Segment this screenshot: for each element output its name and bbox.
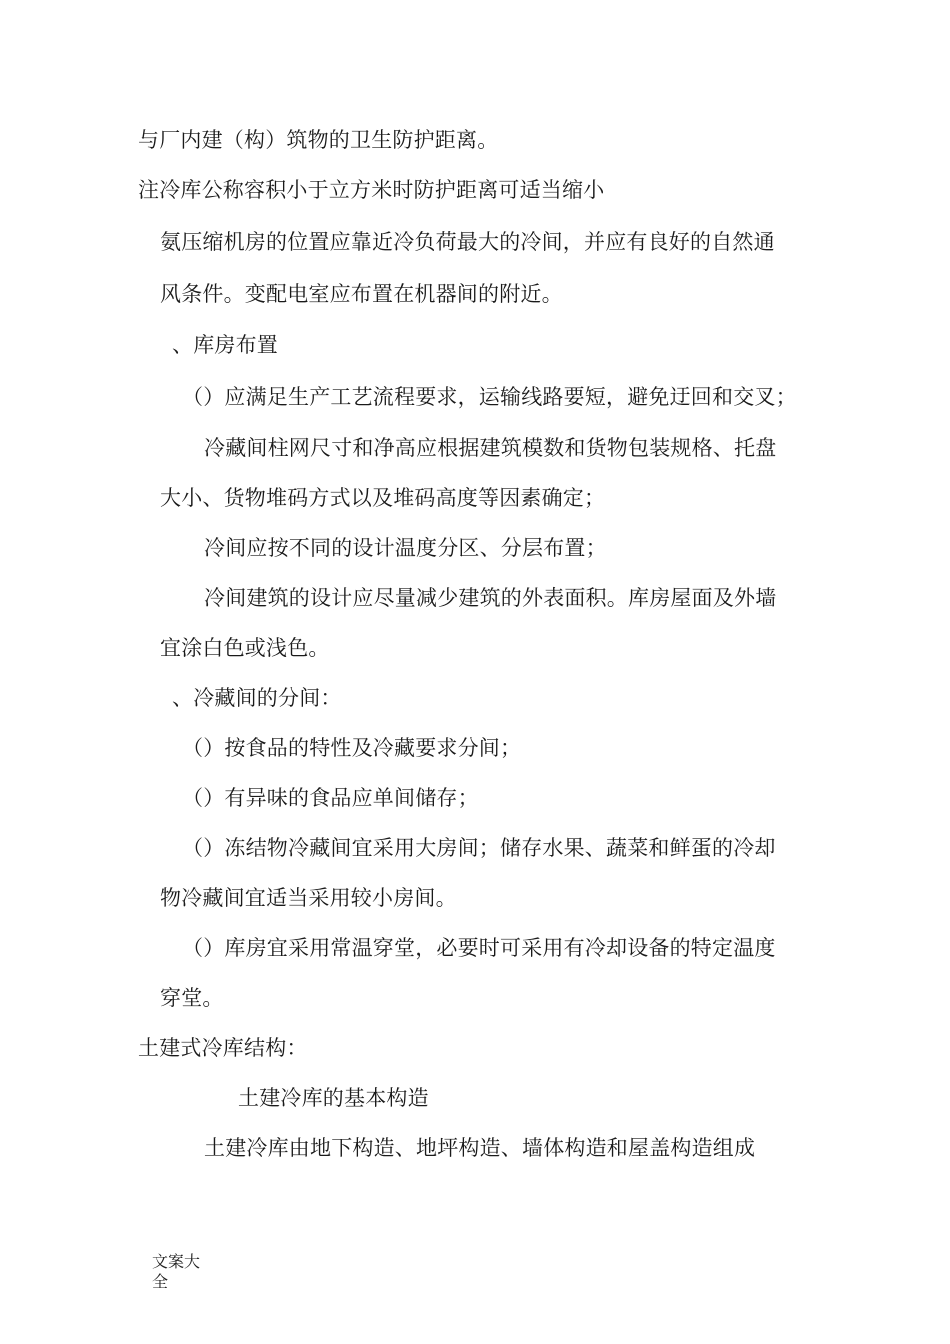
text-line-4: 风条件。变配电室应布置在机器间的附近。	[160, 282, 563, 306]
text-line-1: 与厂内建（构）筑物的卫生防护距离。	[138, 128, 499, 152]
text-line-7: 冷藏间柱网尺寸和净高应根据建筑模数和货物包装规格、托盘	[204, 436, 777, 460]
text-line-9: 冷间应按不同的设计温度分区、分层布置；	[204, 536, 607, 560]
text-line-21: 土建冷库由地下构造、地坪构造、墙体构造和屋盖构造组成	[204, 1136, 756, 1160]
text-line-10: 冷间建筑的设计应尽量减少建筑的外表面积。库房屋面及外墙	[204, 586, 777, 610]
text-line-18: 穿堂。	[160, 986, 224, 1010]
text-line-16: 物冷藏间宜适当采用较小房间。	[160, 886, 457, 910]
section-heading-cold-room-division: 、冷藏间的分间：	[172, 686, 342, 710]
text-line-2: 注冷库公称容积小于立方米时防护距离可适当缩小	[138, 178, 605, 202]
section-heading-civil-cold-storage-structure: 土建式冷库结构：	[138, 1036, 308, 1060]
text-line-8: 大小、货物堆码方式以及堆码高度等因素确定；	[160, 486, 606, 510]
subheading-basic-construction: 土建冷库的基本构造	[238, 1086, 429, 1110]
text-line-14: （）有异味的食品应单间储存；	[182, 786, 479, 810]
text-line-3: 氨压缩机房的位置应靠近冷负荷最大的冷间，并应有良好的自然通	[160, 230, 775, 254]
text-line-13: （）按食品的特性及冷藏要求分间；	[182, 736, 522, 760]
text-line-17: （）库房宜采用常温穿堂，必要时可采用有冷却设备的特定温度	[182, 936, 776, 960]
section-heading-storage-layout: 、库房布置	[172, 333, 278, 357]
text-line-6: （）应满足生产工艺流程要求，运输线路要短，避免迂回和交叉；	[182, 385, 797, 409]
footer-label: 文案大全	[152, 1252, 201, 1291]
text-line-11: 宜涂白色或浅色。	[160, 636, 330, 660]
text-line-15: （）冻结物冷藏间宜采用大房间；储存水果、蔬菜和鲜蛋的冷却	[182, 836, 776, 860]
